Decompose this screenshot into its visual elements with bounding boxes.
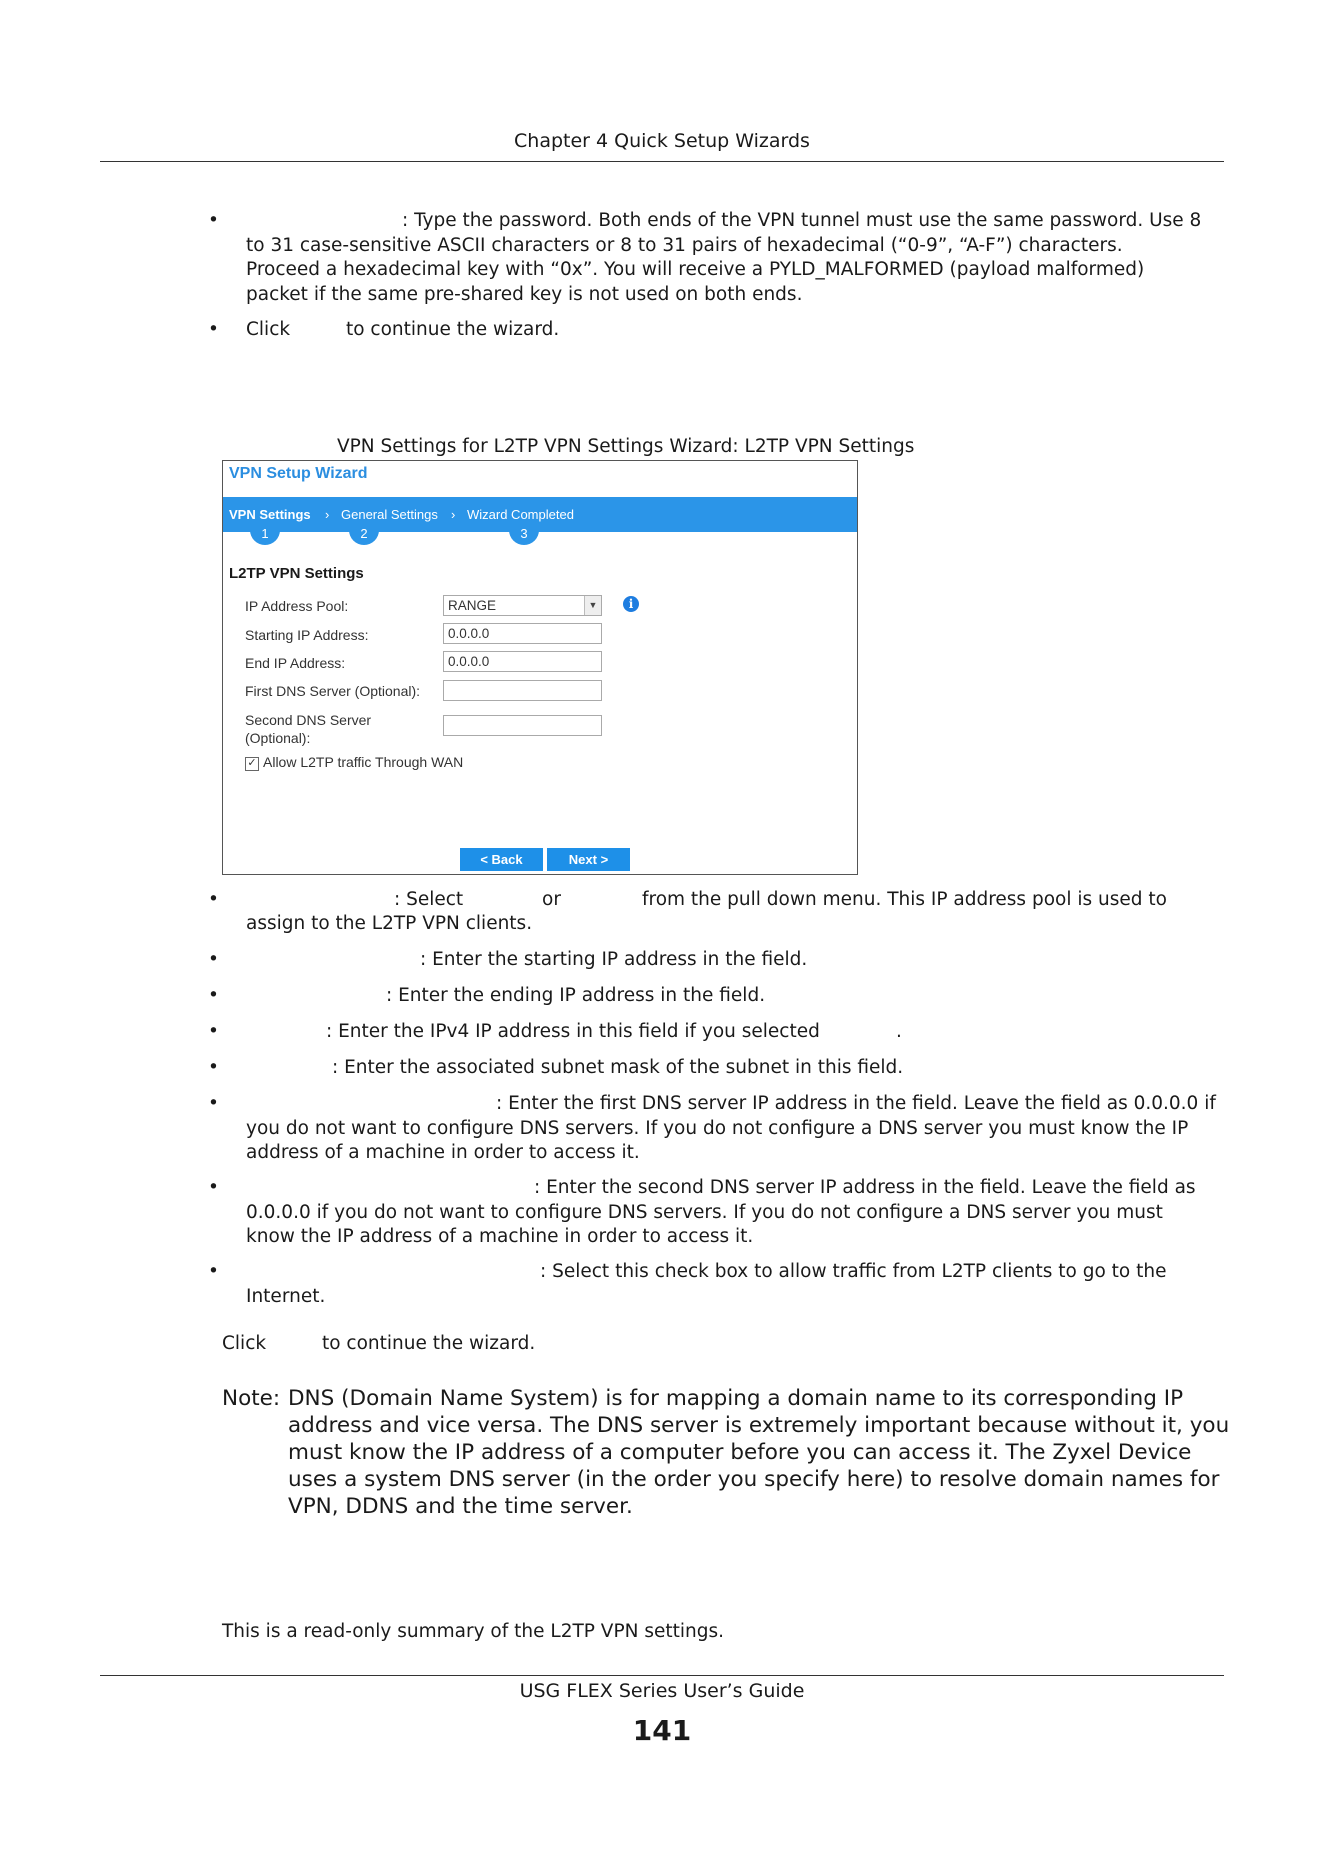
first-dns-label: First DNS Server (Optional): — [245, 683, 421, 699]
bullet-dot: • — [208, 319, 219, 340]
ip-pool-label: IP Address Pool: — [245, 598, 349, 614]
starting-ip-label: Starting IP Address: — [245, 627, 369, 643]
chevron-right-icon: › — [451, 507, 456, 522]
step-general-settings[interactable]: General Settings — [341, 507, 438, 522]
starting-ip-desc: : Enter the starting IP address in the field. — [420, 949, 808, 970]
summary-text: This is a read-only summary of the L2TP VPN settings. — [222, 1621, 724, 1642]
first-dns-input[interactable] — [443, 680, 602, 701]
end-ip-desc: : Enter the ending IP address in the field. — [386, 985, 766, 1006]
ip-pool-select[interactable] — [443, 595, 602, 616]
note-body — [288, 1385, 1230, 1520]
chevron-down-icon: ▼ — [584, 596, 601, 615]
second-dns-bullet — [208, 1176, 1226, 1250]
bullet-dot: • — [208, 1177, 219, 1198]
second-dns-desc-b: 0.0.0.0 if you do not want to configure DNS servers. If you do not configure a DNS server you must — [246, 1201, 1163, 1223]
section-title: L2TP VPN Settings — [229, 565, 364, 582]
psk-line-4: packet if the same pre-shared key is not used on both ends. — [246, 283, 803, 305]
dns-note — [222, 1385, 1230, 1519]
bullet-dot: • — [208, 1093, 219, 1114]
second-dns-desc-c: know the IP address of a machine in order to access it. — [246, 1226, 754, 1247]
ipv4-desc-end: . — [896, 1021, 902, 1042]
second-dns-label-2: (Optional): — [245, 730, 311, 746]
allow-l2tp-label: Allow L2TP traffic Through WAN — [263, 754, 464, 770]
click-word: Click — [222, 1333, 267, 1354]
subnet-desc: : Enter the associated subnet mask of the subnet in this field. — [332, 1057, 904, 1078]
ip-pool-value: RANGE — [448, 598, 497, 613]
first-dns-desc-a: : Enter the first DNS server IP address in the field. Leave the field as 0.0.0.0 if — [496, 1093, 1216, 1114]
starting-ip-bullet — [208, 948, 808, 973]
step-number-2: 2 — [349, 527, 379, 545]
psk-line-2: to 31 case-sensitive ASCII characters or 8 to 31 pairs of hexadecimal (“0-9”, “A-F”) characters. — [246, 234, 1123, 256]
click-rest: to continue the wizard. — [321, 1333, 536, 1354]
chevron-right-icon: › — [325, 507, 330, 522]
footer-rule — [100, 1675, 1224, 1676]
bullet-dot: • — [208, 210, 219, 231]
allow-wan-bullet — [208, 1260, 1226, 1309]
second-dns-input[interactable] — [443, 715, 602, 736]
allow-wan-desc-a: : Select this check box to allow traffic from L2TP clients to go to the — [540, 1261, 1167, 1282]
ip-pool-desc-a: : Select — [394, 889, 464, 910]
allow-wan-desc-b: Internet. — [246, 1285, 326, 1307]
step-vpn-settings[interactable]: VPN Settings — [229, 507, 311, 522]
note-label: Note: — [222, 1386, 281, 1411]
click-rest: to continue the wizard. — [345, 319, 560, 340]
ip-pool-desc-d: assign to the L2TP VPN clients. — [246, 913, 533, 934]
ip-pool-desc-b: or — [542, 889, 561, 910]
bullet-dot: • — [208, 985, 219, 1006]
starting-ip-input[interactable]: 0.0.0.0 — [443, 623, 602, 644]
psk-bullet — [208, 209, 1226, 307]
bullet-dot: • — [208, 1057, 219, 1078]
vpn-setup-wizard — [222, 460, 858, 875]
click-word: Click — [246, 319, 291, 340]
note-line: address and vice versa. The DNS server is extremely important because without it, you — [288, 1413, 1230, 1438]
page-number: 141 — [632, 1714, 692, 1747]
end-ip-input[interactable]: 0.0.0.0 — [443, 651, 602, 672]
subnet-bullet — [208, 1056, 904, 1081]
psk-line-1: : Type the password. Both ends of the VPN tunnel must use the same password. Use 8 — [402, 210, 1202, 231]
note-line: must know the IP address of a computer before you can access it. The Zyxel Device — [288, 1440, 1192, 1465]
continue-instruction — [222, 1332, 535, 1357]
chapter-header: Chapter 4 Quick Setup Wizards — [514, 130, 810, 152]
note-line: VPN, DDNS and the time server. — [288, 1494, 633, 1519]
wizard-steps-bar — [223, 497, 857, 532]
ip-pool-desc-c: from the pull down menu. This IP address pool is used to — [642, 889, 1167, 910]
bullet-dot: • — [208, 1021, 219, 1042]
bullet-dot: • — [208, 1261, 219, 1282]
step-number-3: 3 — [509, 527, 539, 545]
footer-guide: USG FLEX Series User’s Guide — [519, 1680, 805, 1702]
first-dns-bullet — [208, 1092, 1226, 1166]
ipv4-desc: : Enter the IPv4 IP address in this field if you selected — [326, 1021, 820, 1042]
bullet-dot: • — [208, 889, 219, 910]
next-button[interactable]: Next > — [547, 848, 630, 871]
header-rule — [100, 161, 1224, 162]
psk-line-3: Proceed a hexadecimal key with “0x”. You will receive a PYLD_MALFORMED (payload malformed) — [246, 259, 1145, 280]
bullet-dot: • — [208, 949, 219, 970]
step-wizard-completed[interactable]: Wizard Completed — [467, 507, 574, 522]
info-icon[interactable]: i — [623, 596, 639, 612]
end-ip-bullet — [208, 984, 766, 1009]
second-dns-desc-a: : Enter the second DNS server IP address in the field. Leave the field as — [534, 1177, 1196, 1198]
first-dns-desc-c: address of a machine in order to access it. — [246, 1142, 640, 1163]
wizard-title: VPN Setup Wizard — [229, 465, 368, 482]
back-button[interactable]: < Back — [460, 848, 543, 871]
note-line: uses a system DNS server (in the order you specify here) to resolve domain names for — [288, 1467, 1220, 1492]
note-line: DNS (Domain Name System) is for mapping a domain name to its corresponding IP — [288, 1386, 1184, 1411]
first-dns-desc-b: you do not want to configure DNS servers. If you do not configure a DNS server you must know the IP — [246, 1117, 1189, 1139]
end-ip-label: End IP Address: — [245, 655, 346, 671]
second-dns-label-1: Second DNS Server — [245, 712, 372, 728]
click-bullet — [208, 318, 560, 343]
ipv4-bullet — [208, 1020, 1226, 1045]
step-number-1: 1 — [250, 527, 280, 545]
figure-caption: VPN Settings for L2TP VPN Settings Wizard: L2TP VPN Settings — [337, 436, 915, 457]
allow-l2tp-checkbox[interactable]: ✓ — [245, 757, 259, 771]
